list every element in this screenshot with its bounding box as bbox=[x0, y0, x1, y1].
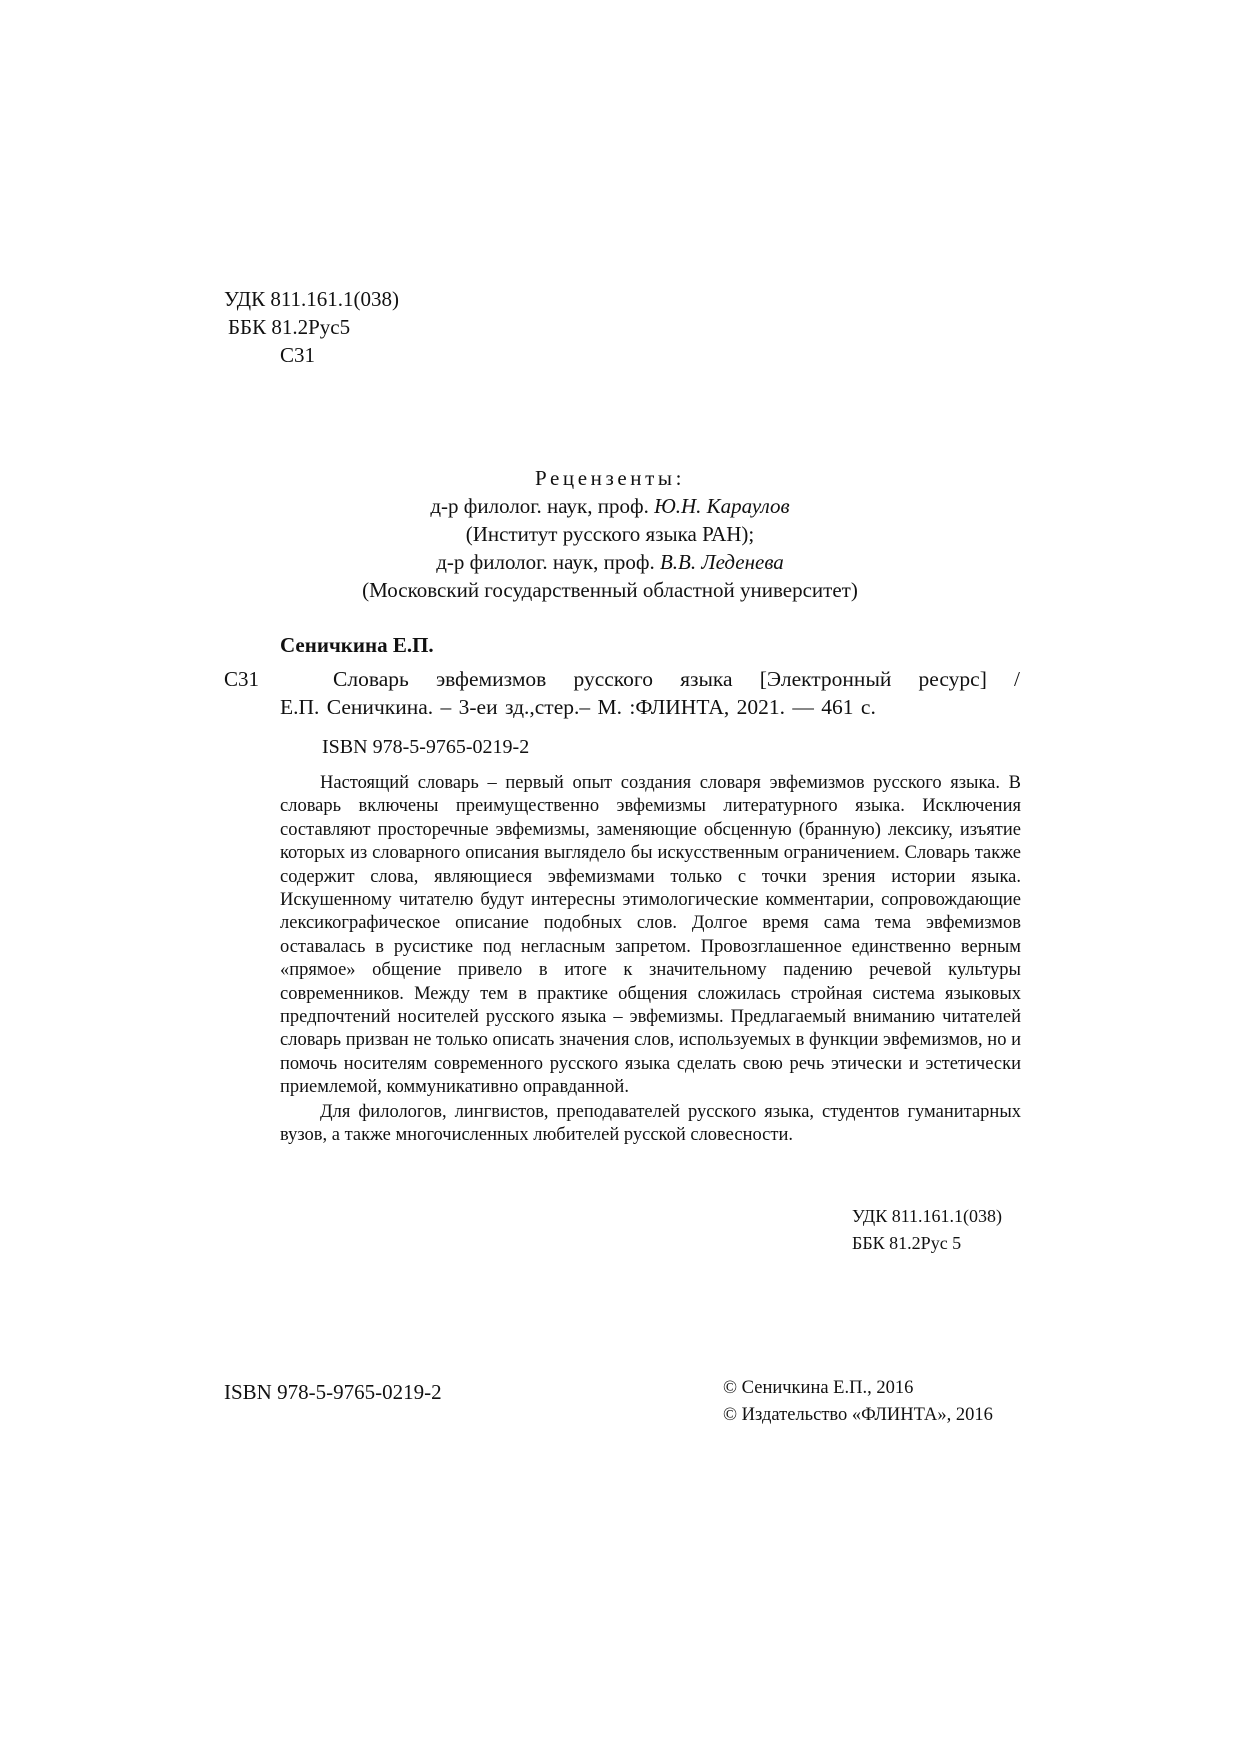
bbk-code-bottom: ББК 81.2Рус 5 bbox=[852, 1233, 962, 1253]
entry-author: Сеничкина Е.П. bbox=[280, 633, 434, 657]
copyright-publisher: © Издательство «ФЛИНТА», 2016 bbox=[723, 1405, 993, 1425]
reviewer-2-title: д-р филолог. наук, проф. bbox=[436, 550, 660, 574]
copyright-author: © Сеничкина Е.П., 2016 bbox=[723, 1378, 914, 1398]
udk-code-bottom: УДК 811.161.1(038) bbox=[852, 1206, 1003, 1226]
reviewer-2 bbox=[330, 548, 890, 576]
reviewer-2-affiliation: (Московский государственный областной университет) bbox=[362, 578, 858, 602]
reviewer-1-name: Ю.Н. Караулов bbox=[654, 494, 790, 518]
bbk-code-top: ББК 81.2Рус5 bbox=[228, 315, 351, 339]
entry-imprint-line: Е.П. Сеничкина. – 3-еи зд.,стер.– М. :ФЛИНТА, 2021. — 461 с. bbox=[280, 695, 876, 719]
annotation-paragraph-2: Для филологов, лингвистов, преподавателей русского языка, студентов гуманитарных вузов, а также многочисленных любителей русской словесности. bbox=[280, 1101, 1021, 1146]
annotation-paragraph-1: Настоящий словарь – первый опыт создания словаря эвфемизмов русского языка. В словарь включены преимущественно эвфемизмы литературного языка. Исключения составляют просторечные эвфемизмы, заменяющие обсценную (бранную) лексику, изъятие которых из словарного описания выглядело бы искусственным ограничением. Словарь также содержит слова, являющиеся эвфемизмами только с точки зрения истории языка. Искушенному читателю будут интересны этимологические комментарии, сопровождающие лексикографическое описание подобных слов. Долгое время сама тема эвфемизмов оставалась в русистике под негласным запретом. Провозглашенное единственно верным «прямое» общение привело в итоге к значительному падению речевой культуры современников. Между тем в практике общения сложилась стройная система языковых предпочтений носителей русского языка – эвфемизмы. Предлагаемый вниманию читателей словарь призван не только описать значения слов, используемых в функции эвфемизмов, но и помочь носителям современного русского языка сделать свою речь этически и эстетически приемлемой, коммуникативно оправданной. bbox=[280, 773, 1021, 1098]
reviewer-2-name: В.В. Леденева bbox=[659, 550, 784, 574]
entry-author-mark: С31 bbox=[224, 667, 260, 691]
entry-title-line: Словарь эвфемизмов русского языка [Электронный ресурс] / bbox=[333, 667, 1020, 691]
reviewer-1-title: д-р филолог. наук, проф. bbox=[430, 494, 655, 518]
reviewer-1-affiliation: (Институт русского языка РАН); bbox=[465, 522, 755, 546]
author-mark-top: С31 bbox=[280, 343, 316, 367]
footer-isbn: ISBN 978-5-9765-0219-2 bbox=[224, 1380, 442, 1404]
reviewers-block bbox=[330, 464, 890, 604]
reviewer-1 bbox=[330, 492, 890, 520]
annotation bbox=[280, 772, 1021, 1148]
entry-isbn: ISBN 978-5-9765-0219-2 bbox=[322, 736, 530, 758]
reviewers-heading: Рецензенты: bbox=[534, 466, 686, 490]
udk-code-top: УДК 811.161.1(038) bbox=[224, 287, 400, 311]
